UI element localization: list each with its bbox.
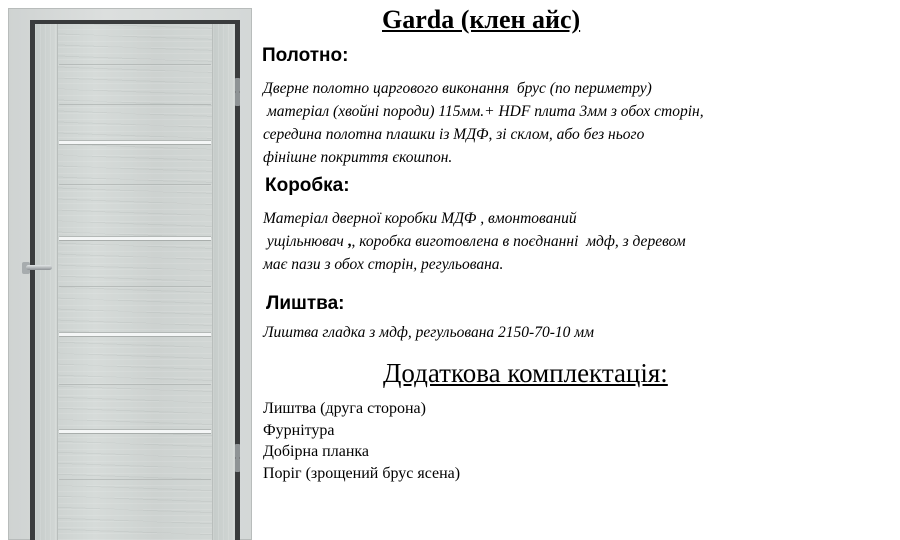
text-line: матеріал (хвойні породи) 115мм.+ HDF плита 3мм з обох сторін, bbox=[263, 103, 704, 120]
section-heading-frame: Коробка: bbox=[265, 175, 350, 196]
plank-line bbox=[59, 384, 211, 385]
product-title: Garda (клен айс) bbox=[382, 5, 581, 34]
plank-line bbox=[59, 104, 211, 105]
text-line: Лиштва гладка з мдф, регульована 2150-70-10 мм bbox=[263, 324, 595, 341]
extras-list bbox=[263, 398, 460, 484]
text-line: середина полотна плашки із МДФ, зі склом, або без нього bbox=[263, 126, 645, 143]
list-item: Добірна планка bbox=[263, 443, 370, 460]
plank-line bbox=[59, 64, 211, 65]
hinge-icon bbox=[235, 92, 240, 106]
section-text-leaf bbox=[263, 77, 704, 169]
text-line: фінішне покриття єкошпон. bbox=[263, 149, 453, 166]
text-line: Дверне полотно царгового виконання брус (по периметру) bbox=[263, 80, 652, 97]
list-item: Фурнітура bbox=[263, 421, 335, 439]
plank-line bbox=[59, 479, 211, 480]
door-image bbox=[8, 8, 252, 540]
plank-line bbox=[59, 184, 211, 185]
text-line bbox=[263, 230, 686, 253]
text-fragment: , коробка виготовлена в поєднанні мдф, з деревом bbox=[351, 233, 686, 250]
hinge-icon bbox=[235, 444, 240, 458]
hinge-icon bbox=[235, 458, 240, 472]
list-item: Поріг (зрощений брус ясена) bbox=[263, 464, 461, 482]
text-line: Матеріал дверної коробки МДФ , вмонтований bbox=[263, 210, 577, 227]
glass-insert bbox=[59, 430, 211, 433]
door-handle-icon bbox=[26, 265, 52, 270]
plank-line bbox=[59, 286, 211, 287]
glass-insert bbox=[59, 141, 211, 144]
list-item: Лиштва (друга сторона) bbox=[263, 400, 426, 417]
extras-heading: Додаткова комплектація: bbox=[383, 358, 668, 388]
door-stile-left bbox=[35, 24, 58, 540]
bold-comma: , bbox=[347, 233, 352, 250]
section-text-trim bbox=[263, 321, 594, 344]
hinge-icon bbox=[235, 78, 240, 92]
door-stile-right bbox=[212, 24, 235, 540]
glass-insert bbox=[59, 237, 211, 240]
section-heading-leaf: Полотно: bbox=[262, 45, 349, 66]
door-leaf bbox=[35, 24, 235, 540]
text-fragment: ущільнювач bbox=[263, 233, 348, 250]
section-text-frame bbox=[263, 207, 686, 276]
glass-insert bbox=[59, 333, 211, 336]
text-line: має пази з обох сторін, регульована. bbox=[263, 256, 504, 273]
section-heading-trim: Лиштва: bbox=[266, 293, 345, 314]
